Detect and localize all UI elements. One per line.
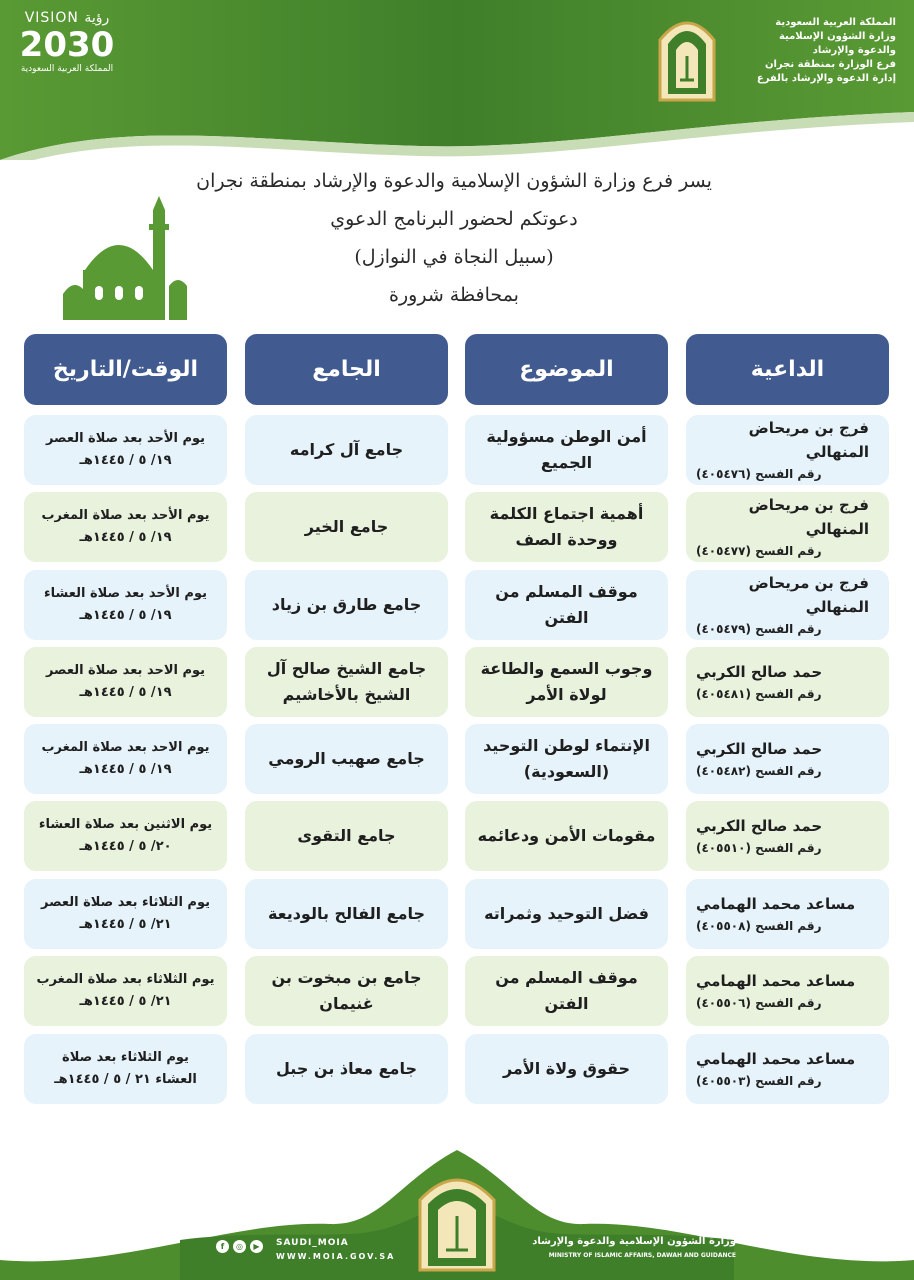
topic-text: الإنتماء لوطن التوحيد (السعودية) xyxy=(483,736,650,781)
time-text: يوم الأحد بعد صلاة العشاء xyxy=(44,586,207,601)
permit-number: رقم الفسح (٤٠٥٤٨١) xyxy=(696,687,822,701)
permit-number: رقم الفسح (٤٠٥٥٠٣) xyxy=(696,1074,822,1088)
mosque-cell xyxy=(245,724,448,794)
topic-cell xyxy=(465,879,668,949)
header-preacher: الداعية xyxy=(686,334,889,405)
topic-text: حقوق ولاة الأمر xyxy=(502,1059,631,1078)
permit-number: رقم الفسح (٤٠٥٤٧٧) xyxy=(696,544,822,558)
mosque-name: جامع التقوى xyxy=(297,826,396,845)
footer-background xyxy=(0,1140,914,1280)
datetime-cell xyxy=(24,570,227,640)
preacher-name: فرج بن مريحاض المنهالي xyxy=(748,496,869,538)
permit-number: رقم الفسح (٤٠٥٥٠٨) xyxy=(696,919,822,933)
mosque-name: جامع الفالح بالوديعة xyxy=(267,904,426,923)
datetime-cell xyxy=(24,1034,227,1104)
header-datetime: الوقت/التاريخ xyxy=(24,334,227,405)
datetime-cell xyxy=(24,415,227,485)
datetime-cell xyxy=(24,724,227,794)
topic-cell xyxy=(465,956,668,1026)
date-text: العشاء ٢١ / ٥ / ١٤٤٥هـ xyxy=(54,1072,197,1087)
org-line-3: والدعوة والإرشاد xyxy=(812,45,896,56)
mosque-cell xyxy=(245,647,448,717)
org-line-4: فرع الوزارة بمنطقة نجران xyxy=(764,59,896,70)
instagram-icon[interactable]: ◎ xyxy=(233,1240,246,1253)
time-text: يوم الأحد بعد صلاة العصر xyxy=(45,431,206,446)
topic-cell xyxy=(465,724,668,794)
mosque-cell xyxy=(245,956,448,1026)
vision-2030-logo xyxy=(12,10,122,90)
topic-cell xyxy=(465,415,668,485)
time-text: يوم الثلاثاء بعد صلاة العصر xyxy=(41,895,210,910)
preacher-cell xyxy=(686,801,889,871)
intro-line-2: دعوتكم لحضور البرنامج الدعوي xyxy=(330,208,578,230)
preacher-cell xyxy=(686,1034,889,1104)
date-text: ١٩/ ٥ / ١٤٤٥هـ xyxy=(79,685,172,700)
time-text: يوم الاحد بعد صلاة العصر xyxy=(45,663,206,678)
mosque-cell xyxy=(245,1034,448,1104)
topic-text: موقف المسلم من الفتن xyxy=(495,968,638,1013)
header-topic: الموضوع xyxy=(465,334,668,405)
intro-line-4: بمحافظة شرورة xyxy=(389,284,519,306)
vision-subtitle: المملكة العربية السعودية xyxy=(20,64,114,74)
permit-number: رقم الفسح (٤٠٥٥١٠) xyxy=(696,841,822,855)
permit-number: رقم الفسح (٤٠٥٤٧٩) xyxy=(696,622,822,636)
org-line-5: إدارة الدعوة والإرشاد بالفرع xyxy=(756,73,896,84)
footer-website: WWW.MOIA.GOV.SA xyxy=(276,1252,396,1261)
facebook-icon[interactable]: f xyxy=(216,1240,229,1253)
topic-text: موقف المسلم من الفتن xyxy=(495,582,638,627)
youtube-icon[interactable]: ▶ xyxy=(250,1240,263,1253)
organization-name xyxy=(736,16,896,86)
topic-cell xyxy=(465,492,668,562)
vision-year: 2030 xyxy=(19,25,115,65)
date-text: ٢١/ ٥ / ١٤٤٥هـ xyxy=(79,917,172,932)
mosque-icon xyxy=(55,190,195,320)
time-text: يوم الثلاثاء بعد صلاة المغرب xyxy=(36,972,215,987)
time-text: يوم الاثنين بعد صلاة العشاء xyxy=(38,817,213,832)
topic-text: وجوب السمع والطاعة لولاة الأمر xyxy=(480,659,653,704)
mosque-name: جامع صهيب الرومي xyxy=(268,749,425,768)
mosque-name: جامع معاذ بن جبل xyxy=(276,1059,417,1078)
mosque-name: جامع الخير xyxy=(304,517,389,536)
header-banner xyxy=(0,0,914,160)
time-text: يوم الثلاثاء بعد صلاة xyxy=(62,1050,189,1065)
date-text: ٢١/ ٥ / ١٤٤٥هـ xyxy=(79,994,172,1009)
topic-cell xyxy=(465,647,668,717)
date-text: ٢٠/ ٥ / ١٤٤٥هـ xyxy=(79,839,172,854)
time-text: يوم الأحد بعد صلاة المغرب xyxy=(41,508,210,523)
intro-line-3: (سبيل النجاة في النوازل) xyxy=(354,246,554,268)
preacher-cell xyxy=(686,647,889,717)
org-line-2: وزارة الشؤون الإسلامية xyxy=(778,31,896,42)
mosque-cell xyxy=(245,415,448,485)
topic-text: فضل التوحيد وثمراته xyxy=(484,904,649,923)
preacher-cell xyxy=(686,492,889,562)
topic-text: مقومات الأمن ودعائمه xyxy=(477,826,656,845)
preacher-name: حمد صالح الكربي xyxy=(696,663,823,681)
mosque-name: جامع طارق بن زياد xyxy=(271,595,422,614)
ministry-logo-icon xyxy=(656,10,718,102)
topic-text: أهمية اجتماع الكلمة ووحدة الصف xyxy=(489,504,644,549)
footer-ministry-arabic: وزارة الشؤون الإسلامية والدعوة والإرشاد xyxy=(532,1236,736,1247)
invitation-text xyxy=(194,162,714,314)
footer-handle: SAUDI_MOIA xyxy=(276,1238,349,1248)
vision-label: VISION رؤية xyxy=(24,10,110,26)
intro-line-1: يسر فرع وزارة الشؤون الإسلامية والدعوة والإرشاد بمنطقة نجران xyxy=(196,170,712,192)
preacher-name: مساعد محمد الهمامي xyxy=(696,972,856,990)
date-text: ١٩/ ٥ / ١٤٤٥هـ xyxy=(79,608,172,623)
preacher-cell xyxy=(686,570,889,640)
mosque-cell xyxy=(245,801,448,871)
time-text: يوم الاحد بعد صلاة المغرب xyxy=(41,740,210,755)
preacher-name: حمد صالح الكربي xyxy=(696,740,823,758)
mosque-cell xyxy=(245,570,448,640)
date-text: ١٩/ ٥ / ١٤٤٥هـ xyxy=(79,530,172,545)
mosque-name: جامع آل كرامه xyxy=(289,440,404,459)
datetime-cell xyxy=(24,492,227,562)
permit-number: رقم الفسح (٤٠٥٤٧٦) xyxy=(696,467,822,481)
mosque-cell xyxy=(245,492,448,562)
header-mosque: الجامع xyxy=(245,334,448,405)
mosque-name: جامع بن مبخوت بن غنيمان xyxy=(271,968,422,1013)
social-icons xyxy=(216,1240,263,1253)
preacher-cell xyxy=(686,956,889,1026)
preacher-cell xyxy=(686,415,889,485)
topic-text: أمن الوطن مسؤولية الجميع xyxy=(486,427,647,472)
org-line-1: المملكة العربية السعودية xyxy=(775,17,896,28)
datetime-cell xyxy=(24,956,227,1026)
datetime-cell xyxy=(24,801,227,871)
footer-ministry-english: MINISTRY OF ISLAMIC AFFAIRS, DAWAH AND GUIDANCE xyxy=(548,1252,736,1259)
preacher-cell xyxy=(686,879,889,949)
topic-cell xyxy=(465,801,668,871)
topic-cell xyxy=(465,1034,668,1104)
date-text: ١٩/ ٥ / ١٤٤٥هـ xyxy=(79,762,172,777)
datetime-cell xyxy=(24,647,227,717)
datetime-cell xyxy=(24,879,227,949)
mosque-name: جامع الشيخ صالح آل الشيخ بالأخاشيم xyxy=(266,659,427,704)
preacher-name: فرج بن مريحاض المنهالي xyxy=(748,419,869,461)
permit-number: رقم الفسح (٤٠٥٥٠٦) xyxy=(696,996,822,1010)
mosque-cell xyxy=(245,879,448,949)
permit-number: رقم الفسح (٤٠٥٤٨٢) xyxy=(696,764,822,778)
preacher-name: فرج بن مريحاض المنهالي xyxy=(748,574,869,616)
preacher-cell xyxy=(686,724,889,794)
preacher-name: حمد صالح الكربي xyxy=(696,817,823,835)
footer-banner xyxy=(0,1140,914,1280)
organization-block xyxy=(656,10,896,105)
preacher-name: مساعد محمد الهمامي xyxy=(696,1050,856,1068)
date-text: ١٩/ ٥ / ١٤٤٥هـ xyxy=(79,453,172,468)
topic-cell xyxy=(465,570,668,640)
preacher-name: مساعد محمد الهمامي xyxy=(696,895,856,913)
